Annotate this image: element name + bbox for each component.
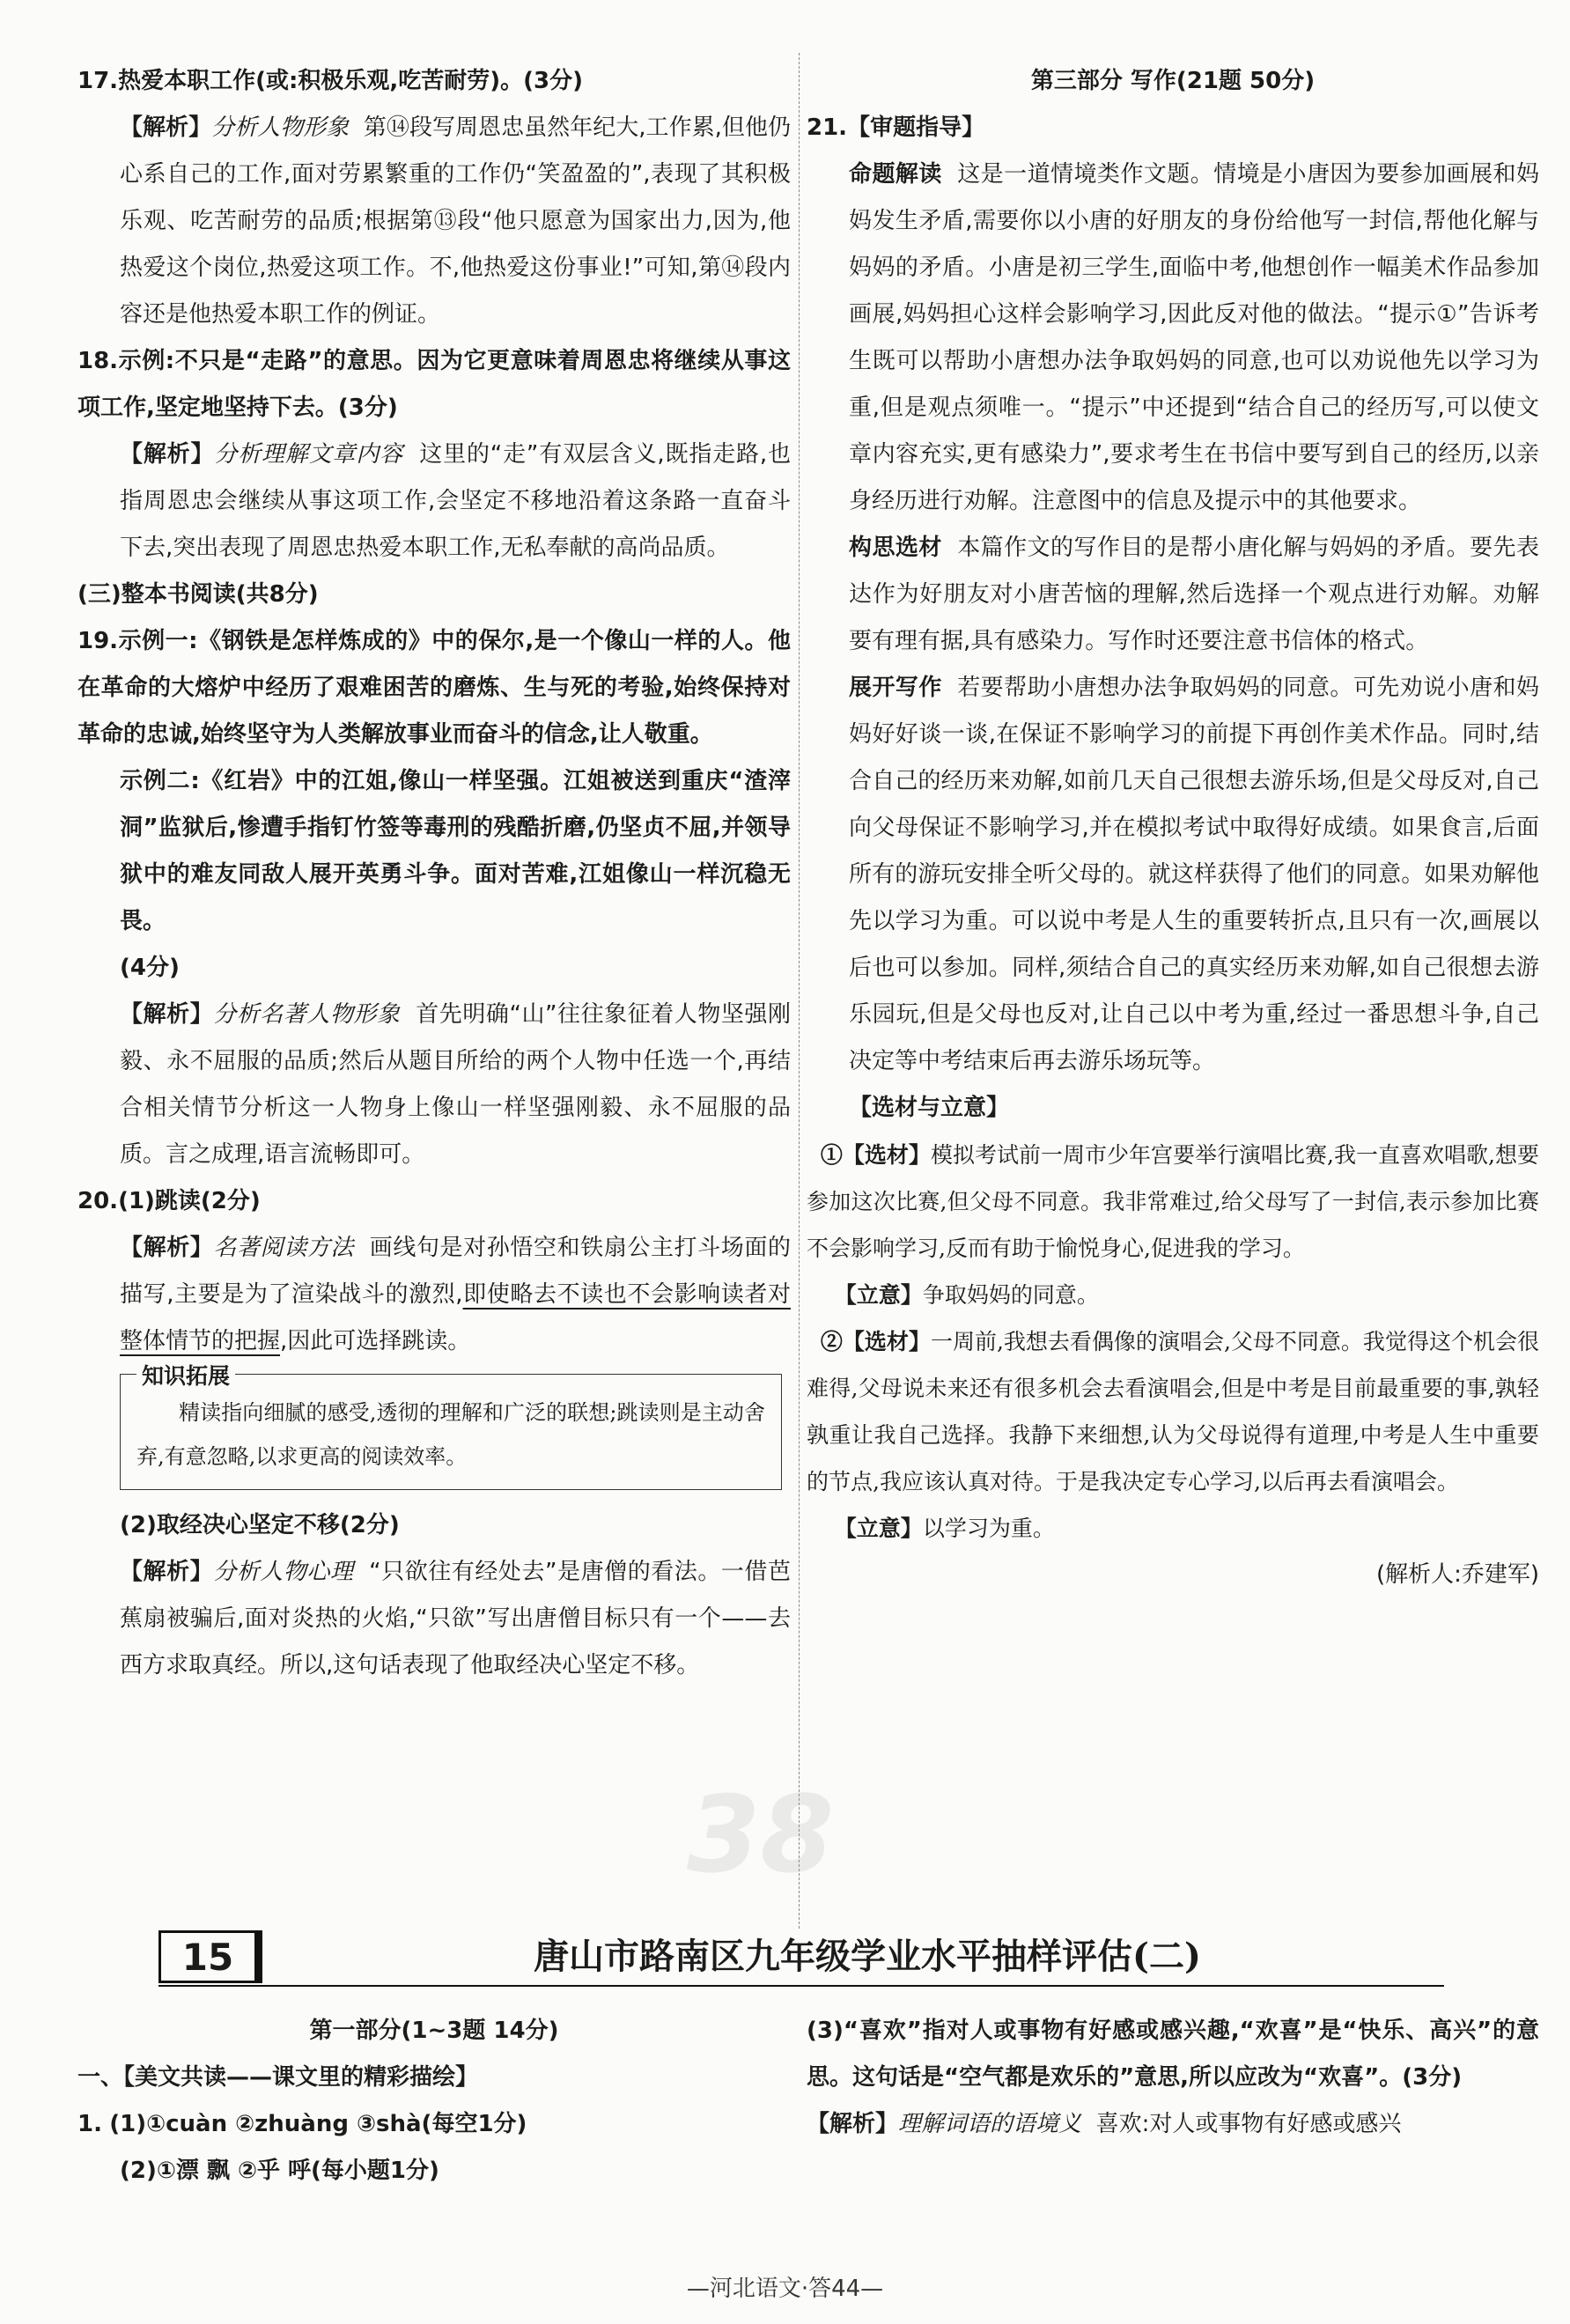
q21-select-heading: 【选材与立意】 <box>849 1095 1010 1121</box>
test-number: 15 <box>158 1930 262 1983</box>
q21-interpretation: 命题解读 这是一道情境类作文题。情境是小唐因为要参加画展和妈妈发生矛盾,需要你以小唐的好朋友的身份给他写一封信,帮他化解与妈妈的矛盾。小唐是初三学生,面临中考,他想创作一幅美术作品参加画展,妈妈担心这样会影响学习,因此反对他的做法。“提示①”告诉考生既可以帮助小唐想办法争取妈妈的同意,也可以劝说他先以学习为重,但是观点须唯一。“提示”中还提到“结合自己的经历写,可以使文章内容充实,更有感染力”,要求考生在书信中要写到自己的经历,以亲身经历进行劝解。注意图中的信息及提示中的其他要求。 <box>849 161 1539 514</box>
q20-answer1: 20.(1)跳读(2分) <box>77 1188 261 1214</box>
page-footer: —河北语文·答44— <box>686 2276 884 2302</box>
q21-conception: 构思选材 本篇作文的写作目的是帮小唐化解与妈妈的矛盾。要先表达作为好朋友对小唐苦恼的理解,然后选择一个观点进行劝解。劝解要有理有据,具有感染力。写作时还要注意书信体的格式。 <box>849 535 1539 654</box>
q21-select1: ①【选材】模拟考试前一周市少年宫要举行演唱比赛,我一直喜欢唱歌,想要参加这次比赛,但父母不同意。我非常难过,给父母写了一封信,表示参加比赛不会影响学习,反而有助于愉悦身心,促进我的学习。 <box>807 1142 1539 1261</box>
q1-line1: 1. (1)①cuàn ②zhuàng ③shà(每空1分) <box>77 2111 527 2137</box>
analyst-credit: (解析人:乔建军) <box>1375 1561 1539 1588</box>
q19-example1: 19.示例一:《钢铁是怎样炼成的》中的保尔,是一个像山一样的人。他在革命的大熔炉中经历了艰难困苦的磨炼、生与死的考验,始终保持对革命的忠诚,始终坚守为人类解放事业而奋斗的信念,让人敬重。 <box>77 628 791 748</box>
q18-answer: 18.示例:不只是“走路”的意思。因为它更意味着周恩忠将继续从事这项工作,坚定地坚持下去。(3分) <box>77 348 791 421</box>
q18-analysis: 【解析】分析理解文章内容 这里的“走”有双层含义,既指走路,也指周恩忠会继续从事这项工作,会坚定不移地沿着这条路一直奋斗下去,突出表现了周恩忠热爱本职工作,无私奉献的高尚品质。 <box>120 441 791 561</box>
q21-writing: 展开写作 若要帮助小唐想办法争取妈妈的同意。可先劝说小唐和妈妈好好谈一谈,在保证不影响学习的前提下再创作美术作品。同时,结合自己的经历来劝解,如前几天自己很想去游乐场,但是父母反对,自己向父母保证不影响学习,并在模拟考试中取得好成绩。如果食言,后面所有的游玩安排全听父母的。就这样获得了他们的同意。如果劝解他先以学习为重。可以说中考是人生的重要转折点,且只有一次,画展以后也可以参加。同样,须结合自己的真实经历来劝解,如自己很想去游乐园玩,但是父母也反对,让自己以中考为重,经过一番思想斗争,自己决定等中考结束后再去游乐场玩等。 <box>849 675 1539 1074</box>
q20-answer2: (2)取经决心坚定不移(2分) <box>120 1512 400 1538</box>
q1-part3-analysis: 【解析】理解词语的语境义 喜欢:对人或事物有好感或感兴 <box>807 2111 1402 2137</box>
q20-analysis1: 【解析】名著阅读方法 画线句是对孙悟空和铁扇公主打斗场面的描写,主要是为了渲染战斗的激烈,即使略去不读也不会影响读者对整体情节的把握,因此可选择跳读。 <box>120 1235 791 1354</box>
banner-rule <box>158 1985 1444 1987</box>
q1-part3: (3)“喜欢”指对人或事物有好感或感兴趣,“欢喜”是“快乐、高兴”的意思。这句话是“空气都是欢乐的”意思,所以应改为“欢喜”。(3分) <box>807 2018 1539 2091</box>
q21-idea2: 【立意】以学习为重。 <box>834 1516 1055 1541</box>
q17-answer: 17.热爱本职工作(或:积极乐观,吃苦耐劳)。(3分) <box>77 68 583 94</box>
section3-heading: (三)整本书阅读(共8分) <box>77 581 319 608</box>
column-divider <box>799 53 800 1929</box>
q19-analysis: 【解析】分析名著人物形象 首先明确“山”往往象征着人物坚强刚毅、永不屈服的品质;然后从题目所给的两个人物中任选一个,再结合相关情节分析这一人物身上像山一样坚强刚毅、永不屈服的品质。言之成理,语言流畅即可。 <box>120 1001 791 1168</box>
knowledge-box-title: 知识拓展 <box>136 1359 235 1391</box>
q21-select2: ②【选材】一周前,我想去看偶像的演唱会,父母不同意。我觉得这个机会很难得,父母说未来还有很多机会去看演唱会,但是中考是目前最重要的事,孰轻孰重让我自己选择。我静下来细想,认为父母说得有道理,中考是人生中重要的节点,我应该认真对待。于是我决定专心学习,以后再去看演唱会。 <box>807 1329 1539 1494</box>
bottom-left-block <box>77 2008 791 2195</box>
right-column <box>807 58 1539 1598</box>
left-column <box>77 58 791 1689</box>
underlined-text: 即使略去不读也不会影响读者对整体情节的把握 <box>120 1281 791 1354</box>
section1-heading: 一、【美文共读——课文里的精彩描绘】 <box>77 2064 479 2091</box>
test-banner <box>158 1930 1444 1988</box>
bottom-right-block <box>807 2008 1539 2148</box>
test-title: 唐山市路南区九年级学业水平抽样评估(二) <box>534 1936 1201 1977</box>
part1-heading: 第一部分(1~3题 14分) <box>309 2018 559 2044</box>
q21-guide: 21.【审题指导】 <box>807 114 985 141</box>
q19-score: (4分) <box>120 955 180 981</box>
q1-line2: (2)①漂 飘 ②乎 呼(每小题1分) <box>120 2158 439 2184</box>
part3-heading: 第三部分 写作(21题 50分) <box>1030 68 1316 94</box>
q20-analysis2: 【解析】分析人物心理 “只欲往有经处去”是唐僧的看法。一借芭蕉扇被骗后,面对炎热的火焰,“只欲”写出唐僧目标只有一个——去西方求取真经。所以,这句话表现了他取经决心坚定不移。 <box>120 1559 791 1678</box>
watermark: 38 <box>687 1774 834 1897</box>
q21-idea1: 【立意】争取妈妈的同意。 <box>834 1282 1099 1308</box>
q19-example2: 示例二:《红岩》中的江姐,像山一样坚强。江姐被送到重庆“渣滓洞”监狱后,惨遭手指钉竹签等毒刑的残酷折磨,仍坚贞不屈,并领导狱中的难友同敌人展开英勇斗争。面对苦难,江姐像山一样沉稳无畏。 <box>120 768 791 934</box>
knowledge-box-text: 精读指向细腻的感受,透彻的理解和广泛的联想;跳读则是主动舍弃,有意忽略,以求更高的阅读效率。 <box>136 1400 765 1469</box>
knowledge-box <box>120 1363 782 1490</box>
q17-analysis: 【解析】分析人物形象 第⑭段写周恩忠虽然年纪大,工作累,但他仍心系自己的工作,面对劳累繁重的工作仍“笑盈盈的”,表现了其积极乐观、吃苦耐劳的品质;根据第⑬段“他只愿意为国家出力,因为,他热爱这个岗位,热爱这项工作。不,他热爱这份事业!”可知,第⑭段内容还是他热爱本职工作的例证。 <box>120 114 791 328</box>
